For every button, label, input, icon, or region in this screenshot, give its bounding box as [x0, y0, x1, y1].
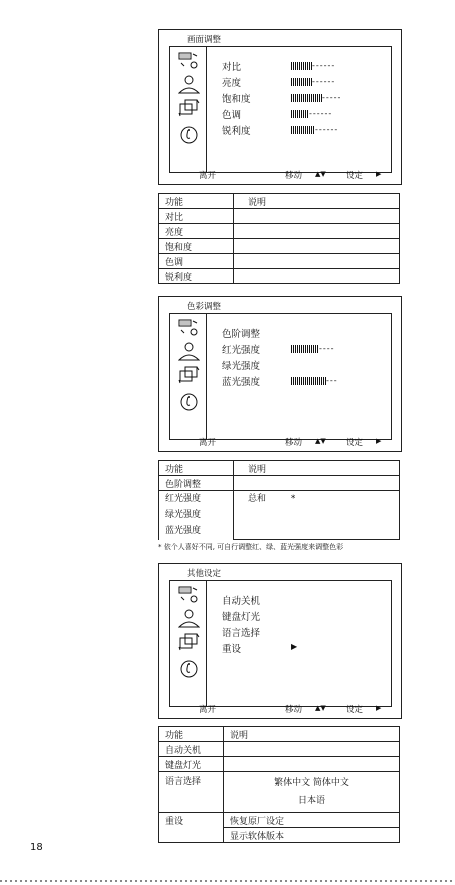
panel-title: 色彩调整 [187, 302, 222, 312]
osd-picture-panel [158, 29, 402, 185]
table-cell: 锐利度 [159, 269, 234, 284]
monitor-settings-icon [178, 318, 200, 338]
osd-inner-frame [169, 313, 392, 440]
table-cell [159, 828, 224, 843]
window-cycle-icon [178, 365, 200, 385]
table-row [159, 269, 400, 284]
move-label: 移动 [285, 171, 303, 181]
exit-label[interactable]: 离开 [199, 705, 217, 715]
page-number: 18 [30, 842, 43, 853]
table-cell-line: 蓝光强度 [165, 526, 202, 536]
table-cell: 显示软体版本 [224, 828, 400, 843]
table-cell: 恢复原厂设定 [224, 813, 400, 828]
hue-level-bar[interactable] [291, 110, 332, 118]
language-option-japanese: 日本语 [297, 796, 325, 806]
table-cell [234, 476, 400, 491]
table-cell [159, 491, 234, 540]
header-description: 说明 [224, 727, 400, 742]
level-fill [291, 94, 322, 102]
osd-inner-frame [169, 580, 392, 707]
table-row [159, 224, 400, 239]
move-label: 移动 [285, 438, 303, 448]
table-cell [234, 224, 400, 239]
right-arrow-icon[interactable]: ▶ [376, 437, 382, 445]
function-table-other [158, 726, 400, 843]
table-cell: 亮度 [159, 224, 234, 239]
set-label: 设定 [346, 438, 364, 448]
menu-item-sharpness[interactable]: 锐利度 [222, 126, 251, 137]
header-function: 功能 [159, 727, 224, 742]
menu-item-auto-power-off[interactable]: 自动关机 [222, 596, 261, 607]
table-cell-line: 红光强度 [165, 494, 202, 504]
table-cell [234, 209, 400, 224]
table-cell-line: 绿光强度 [165, 510, 202, 520]
osd-color-panel [158, 296, 402, 452]
osd-footer [159, 436, 401, 448]
menu-item-saturation[interactable]: 饱和度 [222, 94, 251, 105]
right-arrow-icon[interactable]: ▶ [376, 170, 382, 178]
red-intensity-bar[interactable] [291, 345, 335, 353]
info-icon [178, 659, 200, 679]
header-description: 说明 [234, 461, 400, 476]
right-arrow-icon[interactable]: ▶ [376, 704, 382, 712]
menu-item-red-intensity[interactable]: 红光强度 [222, 345, 261, 356]
header-function: 功能 [159, 461, 234, 476]
level-remaining: ------ [312, 77, 336, 86]
table-cell: 键盘灯光 [159, 757, 224, 772]
table-cell [224, 742, 400, 757]
level-remaining: ----- [322, 93, 342, 102]
move-label: 移动 [285, 705, 303, 715]
blue-intensity-bar[interactable] [291, 377, 338, 385]
menu-item-brightness[interactable]: 亮度 [222, 78, 242, 89]
level-fill [291, 126, 315, 134]
icon-column [170, 581, 207, 706]
osd-inner-frame [169, 46, 392, 173]
table-cell: 色阶调整 [159, 476, 234, 491]
menu-item-keyboard-light[interactable]: 键盘灯光 [222, 612, 261, 623]
menu-item-blue-intensity[interactable]: 蓝光强度 [222, 377, 261, 388]
panel-title: 其他设定 [187, 569, 222, 579]
level-fill [291, 78, 312, 86]
osd-footer [159, 169, 401, 181]
info-icon [178, 392, 200, 412]
menu-item-green-intensity[interactable]: 绿光强度 [222, 361, 261, 372]
function-table-picture [158, 193, 400, 284]
table-cell [234, 254, 400, 269]
table-cell: 语言选择 [159, 772, 224, 813]
up-down-arrows-icon[interactable]: ▲▼ [315, 704, 326, 712]
table-cell [234, 491, 400, 540]
sharpness-level-bar[interactable] [291, 126, 338, 134]
monitor-settings-icon [178, 585, 200, 605]
level-remaining: ---- [319, 344, 335, 353]
panel-title: 画面调整 [187, 35, 222, 45]
table-header-row [159, 461, 400, 476]
menu-item-contrast[interactable]: 对比 [222, 62, 242, 73]
header-function: 功能 [159, 194, 234, 209]
table-header-row [159, 727, 400, 742]
user-icon [178, 341, 200, 361]
table-row [159, 476, 400, 491]
level-remaining: ------ [309, 109, 333, 118]
osd-footer [159, 703, 401, 715]
table-cell: 自动关机 [159, 742, 224, 757]
table-cell [234, 269, 400, 284]
menu-item-language[interactable]: 语言选择 [222, 628, 261, 639]
set-label: 设定 [346, 171, 364, 181]
function-table-color [158, 460, 400, 540]
level-fill [291, 110, 309, 118]
window-cycle-icon [178, 632, 200, 652]
exit-label[interactable]: 离开 [199, 171, 217, 181]
table-row [159, 742, 400, 757]
language-options: 繁体中文 简体中文 [274, 778, 349, 788]
brightness-level-bar[interactable] [291, 78, 335, 86]
table-cell: 对比 [159, 209, 234, 224]
color-footnote: * 依个人喜好不同, 可自行调整红、绿、蓝光强度来调整色彩 [158, 543, 344, 551]
table-row [159, 813, 400, 828]
footnote-star: * [290, 494, 296, 504]
user-icon [178, 608, 200, 628]
header-description: 说明 [234, 194, 400, 209]
set-label: 设定 [346, 705, 364, 715]
sum-label: 总和 [248, 494, 267, 504]
level-fill [291, 345, 319, 353]
saturation-level-bar[interactable] [291, 94, 341, 102]
table-cell [224, 757, 400, 772]
table-cell: 色调 [159, 254, 234, 269]
table-row [159, 772, 400, 813]
table-cell [234, 239, 400, 254]
up-down-arrows-icon[interactable]: ▲▼ [315, 170, 326, 178]
menu-item-reset[interactable]: 重设 [222, 644, 242, 655]
info-icon [178, 125, 200, 145]
level-remaining: ------ [315, 125, 339, 134]
level-remaining: ------ [312, 61, 336, 70]
table-cell: 饱和度 [159, 239, 234, 254]
table-row [159, 254, 400, 269]
table-row [159, 828, 400, 843]
menu-item-hue[interactable]: 色调 [222, 110, 242, 121]
table-header-row [159, 194, 400, 209]
exit-label[interactable]: 离开 [199, 438, 217, 448]
monitor-settings-icon [178, 51, 200, 71]
osd-other-panel [158, 563, 402, 719]
table-row [159, 239, 400, 254]
table-row [159, 491, 400, 540]
icon-column [170, 314, 207, 439]
table-cell: 重设 [159, 813, 224, 828]
table-row [159, 209, 400, 224]
user-icon [178, 74, 200, 94]
level-fill [291, 62, 312, 70]
icon-column [170, 47, 207, 172]
up-down-arrows-icon[interactable]: ▲▼ [315, 437, 326, 445]
reset-submenu-arrow-icon[interactable]: ▶ [291, 642, 298, 651]
table-cell [224, 772, 400, 813]
level-fill [291, 377, 326, 385]
contrast-level-bar[interactable] [291, 62, 335, 70]
level-remaining: --- [326, 376, 338, 385]
window-cycle-icon [178, 98, 200, 118]
table-row [159, 757, 400, 772]
page-edge-divider [0, 880, 455, 882]
menu-item-color-temperature[interactable]: 色阶调整 [222, 329, 261, 340]
